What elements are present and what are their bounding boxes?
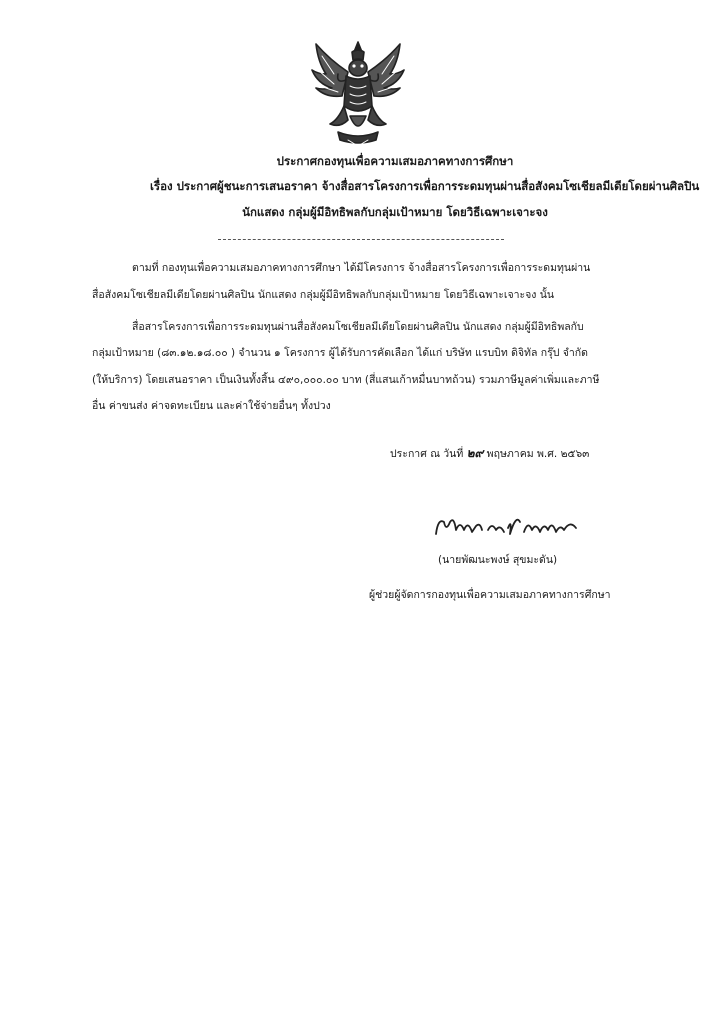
paragraph-2-line-2: กลุ่มเป้าหมาย (๘๓.๑๒.๑๘.๐๐ ) จำนวน ๑ โครงการ ผู้ได้รับการคัดเลือก ได้แก่ บริษัท แรบบิท ดิจิทัล กรุ๊ป จำกัด xyxy=(92,347,588,359)
paragraph-2-line-4: อื่น ค่าขนส่ง ค่าจดทะเบียน และค่าใช้จ่ายอื่นๆ ทั้งปวง xyxy=(92,400,331,412)
divider-line xyxy=(218,239,504,240)
announcement-title: ประกาศกองทุนเพื่อความเสมอภาคทางการศึกษา xyxy=(276,154,514,168)
date-month-year: พฤษภาคม พ.ศ. ๒๕๖๓ xyxy=(486,448,590,460)
date-day: ๒๙ xyxy=(466,446,484,460)
paragraph-1-line-2: สื่อสังคมโซเชียลมีเดียโดยผ่านศิลปิน นักแสดง กลุ่มผู้มีอิทธิพลกับกลุ่มเป้าหมาย โดยวิธีเฉพาะเจาะจง นั้น xyxy=(92,289,555,301)
announcement-subject-line-2: นักแสดง กลุ่มผู้มีอิทธิพลกับกลุ่มเป้าหมาย โดยวิธีเฉพาะเจาะจง xyxy=(242,205,548,219)
announcement-date xyxy=(390,446,589,461)
announcement-subject-line-1: เรื่อง ประกาศผู้ชนะการเสนอราคา จ้างสื่อสารโครงการเพื่อการระดมทุนผ่านสื่อสังคมโซเชียลมีเดียโดยผ่านศิลปิน xyxy=(150,179,700,193)
handwritten-signature xyxy=(432,508,582,540)
date-prefix: ประกาศ ณ วันที่ xyxy=(390,448,464,460)
garuda-emblem xyxy=(308,40,408,148)
signer-position: ผู้ช่วยผู้จัดการกองทุนเพื่อความเสมอภาคทางการศึกษา xyxy=(369,589,611,601)
paragraph-2-line-1: สื่อสารโครงการเพื่อการระดมทุนผ่านสื่อสังคมโซเชียลมีเดียโดยผ่านศิลปิน นักแสดง กลุ่มผู้มีอิทธิพลกับ xyxy=(132,321,584,333)
paragraph-1-line-1: ตามที่ กองทุนเพื่อความเสมอภาคทางการศึกษา ได้มีโครงการ จ้างสื่อสารโครงการเพื่อการระดมทุนผ่าน xyxy=(132,262,591,274)
paragraph-2-line-3: (ให้บริการ) โดยเสนอราคา เป็นเงินทั้งสิ้น ๔๙๐,๐๐๐.๐๐ บาท (สี่แสนเก้าหมื่นบาทถ้วน) รวมภาษีมูลค่าเพิ่มและภาษี xyxy=(92,374,600,386)
signer-name: (นายพัฒนะพงษ์ สุขมะดัน) xyxy=(438,554,558,566)
